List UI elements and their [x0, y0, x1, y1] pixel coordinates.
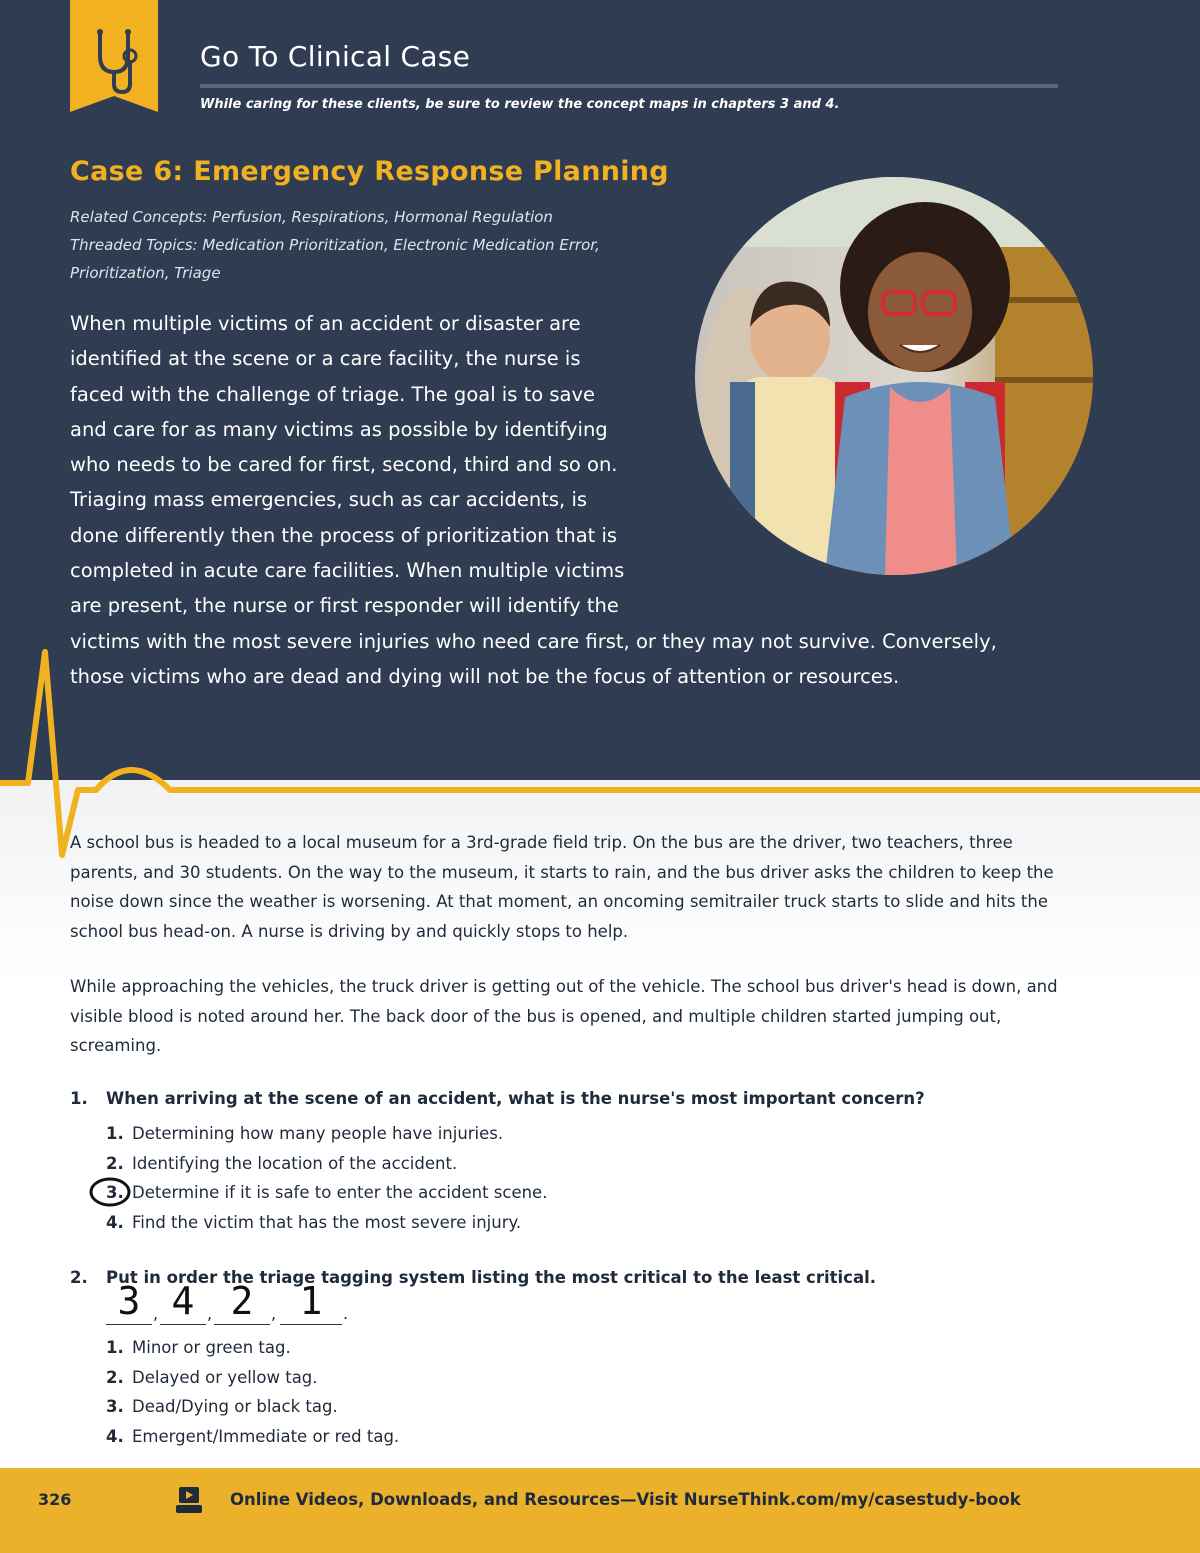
option: 4. Emergent/Immediate or red tag. [106, 1426, 400, 1446]
intro-line: and care for as many victims as possible by identifying [70, 417, 608, 441]
separator: , [207, 1304, 213, 1323]
option[interactable]: 4. Find the victim that has the most severe injury. [106, 1212, 522, 1232]
option[interactable]: 2. Identifying the location of the accident. [106, 1153, 458, 1173]
intro-line: are present, the nurse or first responder will identify the [70, 594, 619, 618]
answer-blank[interactable] [106, 1279, 152, 1325]
intro-line: who needs to be cared for first, second, third and so on. [70, 453, 618, 477]
option: 2. Delayed or yellow tag. [106, 1367, 318, 1387]
question-text: Put in order the triage tagging system listing the most critical to the least critical. [106, 1268, 877, 1287]
intro-line: those victims who are dead and dying will not be the focus of attention or resources. [70, 664, 900, 688]
intro-line: completed in acute care facilities. When multiple victims [70, 559, 625, 583]
handwritten-answer: 1 [299, 1279, 323, 1323]
question-1 [70, 1089, 925, 1108]
threaded-topics-line: Threaded Topics: Medication Prioritization, Electronic Medication Error, [70, 236, 600, 254]
question-number: 1. [70, 1089, 88, 1108]
option: 1. Minor or green tag. [106, 1338, 291, 1357]
intro-text [70, 306, 1060, 694]
threaded-topics-line: Prioritization, Triage [70, 264, 221, 282]
answer-blank[interactable] [214, 1279, 270, 1325]
intro-line: victims with the most severe injuries who need care first, or they may not survive. Conversely, [70, 629, 997, 653]
intro-line: identified at the scene or a care facility, the nurse is [70, 347, 581, 371]
handwritten-answer: 3 [117, 1279, 141, 1323]
intro-line: When multiple victims of an accident or disaster are [70, 312, 581, 335]
option-selected[interactable]: 3. Determine if it is safe to enter the accident scene. [106, 1183, 548, 1202]
divider [200, 84, 1058, 88]
handwritten-answer: 2 [230, 1279, 254, 1323]
question-2-options [106, 1333, 399, 1451]
handwritten-circle-mark [88, 1176, 132, 1208]
separator: , [271, 1304, 277, 1323]
option: 3. Dead/Dying or black tag. [106, 1397, 338, 1416]
question-text: When arriving at the scene of an accident, what is the nurse's most important concern? [106, 1089, 925, 1108]
related-concepts-line: Related Concepts: Perfusion, Respirations, Hormonal Regulation [70, 208, 553, 226]
question-1-options [106, 1119, 547, 1237]
page-number: 326 [38, 1490, 72, 1509]
section-title: Go To Clinical Case [200, 40, 471, 73]
answer-blank[interactable] [160, 1279, 206, 1325]
video-download-icon [172, 1483, 206, 1517]
option[interactable]: 1. Determining how many people have injuries. [106, 1124, 504, 1143]
separator: . [343, 1304, 349, 1323]
resources-link[interactable]: Online Videos, Downloads, and Resources—Visit NurseThink.com/my/casestudy-book [230, 1490, 1021, 1509]
separator: , [153, 1304, 159, 1323]
heartbeat-line-icon [0, 640, 1200, 860]
intro-line: Triaging mass emergencies, such as car accidents, is [70, 488, 588, 512]
question-number: 2. [70, 1268, 88, 1287]
related-concepts [70, 203, 600, 287]
review-note: While caring for these clients, be sure to review the concept maps in chapters 3 and 4. [200, 97, 840, 112]
answer-blank[interactable] [280, 1279, 342, 1325]
handwritten-answer: 4 [171, 1279, 195, 1323]
intro-line: faced with the challenge of triage. The goal is to save [70, 382, 596, 406]
intro-line: done differently then the process of prioritization that is [70, 523, 618, 547]
case-title: Case 6: Emergency Response Planning [70, 156, 669, 187]
stethoscope-icon [70, 0, 158, 112]
scenario-paragraph: A school bus is headed to a local museum for a 3rd-grade field trip. On the bus are the driver, two teachers, three parents, and 30 students. On the way to the museum, it starts to rain, and the bus driver asks the children to keep the noise down since the weather is worsening. At that moment, an oncoming semitrailer truck starts to slide and hits the school bus head-on. A nurse is driving by and quickly stops to help. [70, 833, 1054, 941]
scenario-paragraph: While approaching the vehicles, the truck driver is getting out of the vehicle. The school bus driver's head is down, and visible blood is noted around her. The back door of the bus is opened, and multiple children started jumping out, screaming. [70, 977, 1058, 1055]
